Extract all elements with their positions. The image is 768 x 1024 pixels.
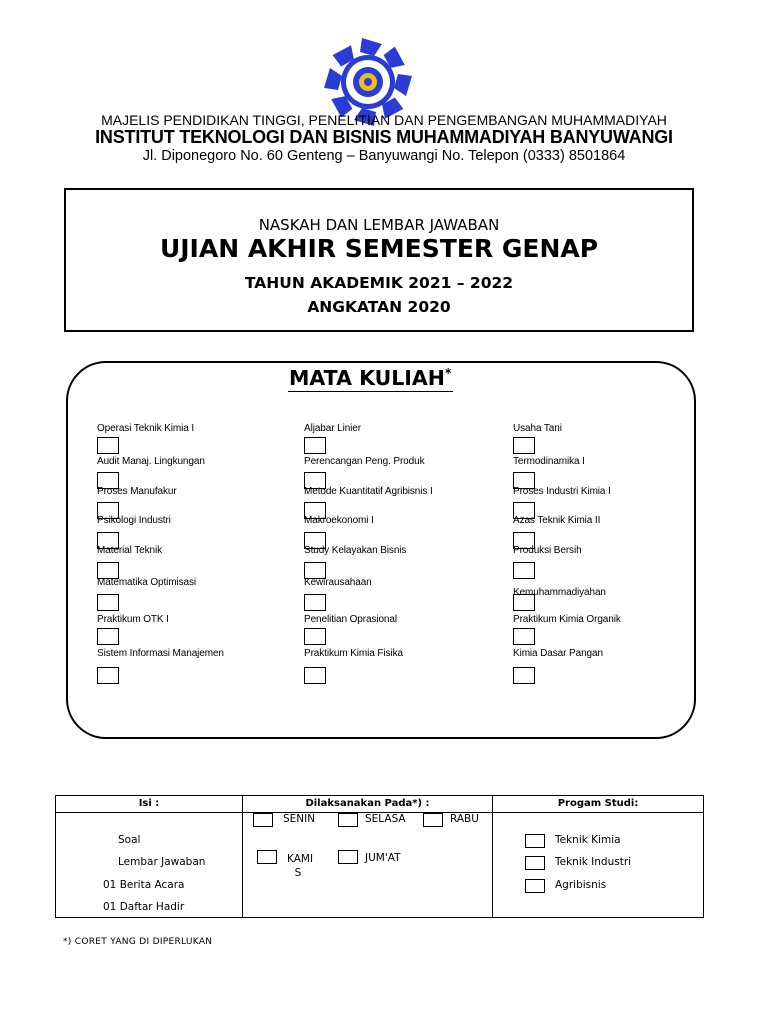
course-label: Kemuhammadiyahan xyxy=(513,587,606,598)
isi-cell xyxy=(56,813,243,918)
course-label: Perencangan Peng. Produk xyxy=(304,456,425,467)
day-rabu: RABU xyxy=(450,813,479,825)
course-checkbox[interactable] xyxy=(304,594,326,611)
course-label: Proses Manufakur xyxy=(97,486,177,497)
prodi-teknik-industri: Teknik Industri xyxy=(555,856,632,868)
checkbox-senin[interactable] xyxy=(253,813,273,827)
title-line-2: UJIAN AKHIR SEMESTER GENAP xyxy=(159,234,599,263)
course-checkbox[interactable] xyxy=(97,667,119,684)
day-selasa: SELASA xyxy=(365,813,406,825)
course-checkbox[interactable] xyxy=(97,628,119,645)
course-label: Praktikum Kimia Fisika xyxy=(304,648,403,659)
isi-item: 01 Berita Acara xyxy=(103,879,185,891)
course-label: Study Kelayakan Bisnis xyxy=(304,545,407,556)
header-institution: INSTITUT TEKNOLOGI DAN BISNIS MUHAMMADIYAH BANYUWANGI xyxy=(95,127,673,147)
prodi-cell xyxy=(493,813,704,918)
course-label: Psikologi Industri xyxy=(97,515,171,526)
header-council: MAJELIS PENDIDIKAN TINGGI, PENELITIAN DAN PENGEMBANGAN MUHAMMADIYAH xyxy=(101,112,667,128)
info-table xyxy=(55,795,704,918)
course-label: Sistem Informasi Manajemen xyxy=(97,648,224,659)
course-label: Operasi Teknik Kimia I xyxy=(97,423,195,434)
footnote: *) CORET YANG DI DIPERLUKAN xyxy=(63,937,213,947)
course-label: Matematika Optimisasi xyxy=(97,577,197,588)
title-line-3: TAHUN AKADEMIK 2021 – 2022 xyxy=(244,274,514,292)
mata-kuliah-title-text: MATA KULIAH xyxy=(289,366,445,390)
header-address: Jl. Diponegoro No. 60 Genteng – Banyuwangi No. Telepon (0333) 8501864 xyxy=(142,148,626,164)
course-label: Praktikum OTK I xyxy=(97,614,169,625)
mata-kuliah-marker: * xyxy=(444,366,452,381)
course-label: Audit Manaj. Lingkungan xyxy=(97,456,205,467)
header-isi: Isi : xyxy=(56,796,243,813)
course-label: Kimia Dasar Pangan xyxy=(513,648,603,659)
checkbox-rabu[interactable] xyxy=(423,813,443,827)
checkbox-kamis[interactable] xyxy=(257,850,277,864)
course-label: Penelitian Oprasional xyxy=(304,614,397,625)
course-label: Metode Kuantitatif Agribisnis I xyxy=(304,486,433,497)
checkbox-teknik-kimia[interactable] xyxy=(525,834,545,848)
day-senin: SENIN xyxy=(283,813,316,825)
isi-item: 01 Daftar Hadir xyxy=(103,901,185,913)
course-label: Azas Teknik Kimia II xyxy=(513,515,601,526)
course-label: Praktikum Kimia Organik xyxy=(513,614,621,625)
course-checkbox[interactable] xyxy=(304,667,326,684)
course-checkbox[interactable] xyxy=(304,628,326,645)
course-label: Termodinamika I xyxy=(513,456,585,467)
course-checkbox[interactable] xyxy=(513,628,535,645)
checkbox-selasa[interactable] xyxy=(338,813,358,827)
checkbox-teknik-industri[interactable] xyxy=(525,856,545,870)
header-dilaksanakan: Dilaksanakan Pada*) : xyxy=(243,796,493,813)
day-jumat: JUM'AT xyxy=(365,852,401,864)
course-label: Material Teknik xyxy=(97,545,163,556)
course-label: Produksi Bersih xyxy=(513,545,582,556)
course-label: Kewirausahaan xyxy=(304,577,372,588)
course-checkbox[interactable] xyxy=(97,594,119,611)
course-label: Proses Industri Kimia I xyxy=(513,486,611,497)
mata-kuliah-title xyxy=(288,366,453,392)
isi-item: Soal xyxy=(118,834,141,846)
checkbox-agribisnis[interactable] xyxy=(525,879,545,893)
title-line-4: ANGKATAN 2020 xyxy=(307,298,451,316)
course-label: Aljabar Linier xyxy=(304,423,361,434)
course-checkbox[interactable] xyxy=(513,667,535,684)
prodi-agribisnis: Agribisnis xyxy=(555,879,607,891)
course-label: Makroekonomi I xyxy=(304,515,374,526)
days-cell xyxy=(243,813,493,918)
title-line-1: NASKAH DAN LEMBAR JAWABAN xyxy=(258,216,500,234)
course-checkbox[interactable] xyxy=(513,562,535,579)
course-checkbox[interactable] xyxy=(304,437,326,454)
title-box xyxy=(64,188,694,332)
isi-item: Lembar Jawaban xyxy=(118,856,206,868)
prodi-teknik-kimia: Teknik Kimia xyxy=(555,834,621,846)
course-checkbox[interactable] xyxy=(97,437,119,454)
header-prodi: Progam Studi: xyxy=(493,796,704,813)
course-checkbox[interactable] xyxy=(513,437,535,454)
course-label: Usaha Tani xyxy=(513,423,562,434)
checkbox-jumat[interactable] xyxy=(338,850,358,864)
day-kamis: KAMI S xyxy=(287,853,314,879)
